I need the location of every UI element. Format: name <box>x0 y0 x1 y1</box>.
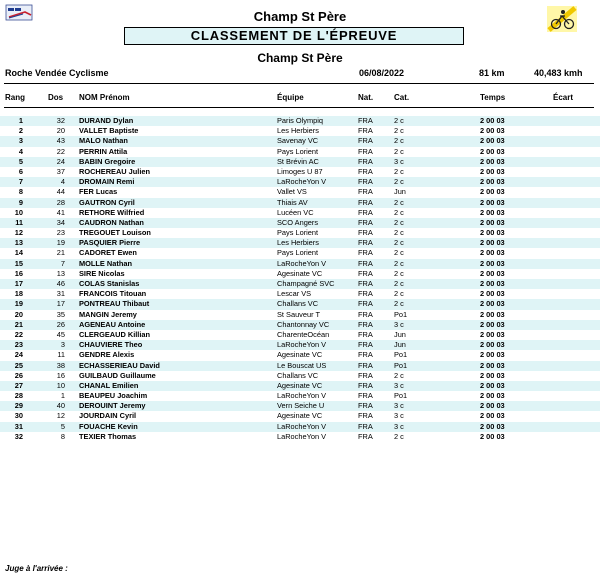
name-cell: BEAUPEU Joachim <box>79 391 148 401</box>
time-cell: 2 00 03 <box>480 411 505 421</box>
nationality-cell: FRA <box>358 228 373 238</box>
name-cell: COLAS Stanislas <box>79 279 140 288</box>
team-cell: Pays Lorient <box>277 146 319 156</box>
bib-cell: 41 <box>56 207 65 217</box>
team-cell: Thiais AV <box>277 197 308 207</box>
bib-cell: 31 <box>56 289 65 299</box>
team-cell: Vallet VS <box>277 187 307 197</box>
table-row <box>0 187 600 197</box>
time-cell: 2 00 03 <box>480 309 505 319</box>
table-row <box>0 361 600 371</box>
category-cell: 3 c <box>394 411 404 421</box>
table-row <box>0 248 600 258</box>
table-row <box>0 228 600 238</box>
col-header-name: NOM Prénom <box>79 93 130 102</box>
category-cell: 2 c <box>394 431 404 441</box>
race-date: 06/08/2022 <box>359 68 405 78</box>
nationality-cell: FRA <box>358 146 373 156</box>
rank-cell: 10 <box>14 207 23 217</box>
nationality-cell: FRA <box>358 207 373 217</box>
col-header-nationality: Nat. <box>358 93 374 102</box>
nationality-cell: FRA <box>358 187 373 197</box>
name-cell: GAUTRON Cyril <box>79 197 135 207</box>
nationality-cell: FRA <box>358 289 373 299</box>
bib-cell: 23 <box>56 228 65 238</box>
time-cell: 2 00 03 <box>480 401 505 411</box>
name-cell: ROCHEREAU Julien <box>79 166 151 176</box>
name-cell: PERRIN Attila <box>79 146 128 156</box>
category-cell: 2 c <box>394 146 404 156</box>
rank-cell: 4 <box>18 146 23 156</box>
results-table <box>0 116 600 442</box>
category-cell: 2 c <box>394 207 404 217</box>
team-cell: LaRocheYon V <box>277 421 327 431</box>
team-cell: Limoges U 87 <box>277 166 323 176</box>
nationality-cell: FRA <box>358 268 373 278</box>
rank-cell: 5 <box>18 156 23 166</box>
category-cell: 2 c <box>394 258 404 268</box>
name-cell: MANGIN Jeremy <box>79 309 137 319</box>
rank-cell: 25 <box>14 360 23 370</box>
bib-cell: 26 <box>56 319 65 329</box>
rank-cell: 22 <box>14 329 23 339</box>
bib-cell: 37 <box>56 166 65 176</box>
table-row <box>0 218 600 228</box>
nationality-cell: FRA <box>358 350 373 360</box>
bib-cell: 19 <box>56 238 65 248</box>
bib-cell: 1 <box>60 391 65 401</box>
nationality-cell: FRA <box>358 421 373 431</box>
rank-cell: 19 <box>14 299 23 309</box>
nationality-cell: FRA <box>358 126 373 136</box>
time-cell: 2 00 03 <box>480 207 505 217</box>
time-cell: 2 00 03 <box>480 116 505 125</box>
team-cell: Challans VC <box>277 299 319 309</box>
category-cell: Po1 <box>394 391 408 401</box>
rank-cell: 29 <box>14 401 23 411</box>
name-cell: ECHASSERIEAU David <box>79 360 160 370</box>
category-cell: 3 c <box>394 319 404 329</box>
rank-cell: 7 <box>18 177 23 187</box>
name-cell: PASQUIER Pierre <box>79 238 141 248</box>
time-cell: 2 00 03 <box>480 350 505 360</box>
bib-cell: 13 <box>56 268 65 278</box>
time-cell: 2 00 03 <box>480 258 505 268</box>
rank-cell: 26 <box>14 370 23 380</box>
table-row <box>0 289 600 299</box>
category-cell: 3 c <box>394 401 404 411</box>
time-cell: 2 00 03 <box>480 126 505 136</box>
category-cell: 2 c <box>394 248 404 258</box>
bib-cell: 3 <box>60 340 65 350</box>
category-cell: 2 c <box>394 268 404 278</box>
col-header-category: Cat. <box>394 93 410 102</box>
table-row <box>0 116 600 126</box>
team-cell: St Sauveur T <box>277 309 320 319</box>
name-cell: JOURDAIN Cyril <box>79 411 137 421</box>
name-cell: FRANCOIS Titouan <box>79 289 147 299</box>
category-cell: 2 c <box>394 166 404 176</box>
rank-cell: 24 <box>14 350 23 360</box>
table-row <box>0 320 600 330</box>
team-cell: Champagné SVC <box>277 279 335 288</box>
rank-cell: 12 <box>14 228 23 238</box>
time-cell: 2 00 03 <box>480 146 505 156</box>
team-cell: Le Bouscat US <box>277 360 327 370</box>
col-header-rank: Rang <box>5 93 25 102</box>
bib-cell: 11 <box>57 350 65 360</box>
table-row <box>0 381 600 391</box>
rank-cell: 16 <box>14 268 23 278</box>
bib-cell: 40 <box>56 401 65 411</box>
team-cell: Lucéen VC <box>277 207 314 217</box>
rank-cell: 17 <box>14 279 23 288</box>
table-row <box>0 136 600 146</box>
nationality-cell: FRA <box>358 319 373 329</box>
time-cell: 2 00 03 <box>480 360 505 370</box>
team-cell: Lescar VS <box>277 289 312 299</box>
rank-cell: 3 <box>18 136 23 146</box>
table-row <box>0 126 600 136</box>
category-cell: 2 c <box>394 197 404 207</box>
time-cell: 2 00 03 <box>480 319 505 329</box>
nationality-cell: FRA <box>358 177 373 187</box>
team-cell: St Brévin AC <box>277 156 319 166</box>
table-row <box>0 299 600 309</box>
nationality-cell: FRA <box>358 136 373 146</box>
category-cell: 3 c <box>394 156 404 166</box>
team-cell: LaRocheYon V <box>277 258 327 268</box>
rank-cell: 11 <box>15 217 23 227</box>
nationality-cell: FRA <box>358 279 373 288</box>
category-cell: Jun <box>394 187 406 197</box>
table-row <box>0 310 600 320</box>
time-cell: 2 00 03 <box>480 248 505 258</box>
nationality-cell: FRA <box>358 258 373 268</box>
judge-label: Juge à l'arrivée : <box>5 564 68 573</box>
team-cell: Savenay VC <box>277 136 319 146</box>
category-cell: Po1 <box>394 309 408 319</box>
team-cell: Agesinate VC <box>277 268 323 278</box>
col-header-team: Équipe <box>277 93 304 102</box>
bib-cell: 43 <box>56 136 65 146</box>
name-cell: GUILBAUD Guillaume <box>79 370 156 380</box>
time-cell: 2 00 03 <box>480 228 505 238</box>
rank-cell: 31 <box>14 421 23 431</box>
team-cell: LaRocheYon V <box>277 431 327 441</box>
name-cell: TREGOUET Louison <box>79 228 151 238</box>
time-cell: 2 00 03 <box>480 156 505 166</box>
team-cell: Agesinate VC <box>277 380 323 390</box>
nationality-cell: FRA <box>358 217 373 227</box>
nationality-cell: FRA <box>358 197 373 207</box>
name-cell: PONTREAU Thibaut <box>79 299 150 309</box>
col-header-gap: Écart <box>553 93 574 102</box>
rank-cell: 27 <box>14 380 23 390</box>
time-cell: 2 00 03 <box>480 268 505 278</box>
divider-top <box>4 83 594 84</box>
bib-cell: 24 <box>56 156 65 166</box>
name-cell: CHAUVIERE Theo <box>79 340 143 350</box>
bib-cell: 4 <box>60 177 65 187</box>
team-cell: Agesinate VC <box>277 411 323 421</box>
bib-cell: 44 <box>56 187 65 197</box>
table-row <box>0 279 600 289</box>
nationality-cell: FRA <box>358 299 373 309</box>
nationality-cell: FRA <box>358 360 373 370</box>
bib-cell: 12 <box>56 411 65 421</box>
bib-cell: 22 <box>56 146 65 156</box>
name-cell: CAUDRON Nathan <box>79 217 144 227</box>
team-cell: LaRocheYon V <box>277 391 327 401</box>
name-cell: TEXIER Thomas <box>79 431 137 441</box>
rank-cell: 15 <box>14 258 23 268</box>
bib-cell: 20 <box>56 126 65 136</box>
name-cell: BABIN Gregoire <box>79 156 136 166</box>
category-cell: 2 c <box>394 228 404 238</box>
category-cell: Jun <box>394 329 406 339</box>
time-cell: 2 00 03 <box>480 177 505 187</box>
team-cell: Les Herbiers <box>277 238 319 248</box>
team-cell: Paris Olympiq <box>277 116 323 125</box>
nationality-cell: FRA <box>358 116 373 125</box>
category-cell: 2 c <box>394 370 404 380</box>
time-cell: 2 00 03 <box>480 238 505 248</box>
category-cell: 2 c <box>394 217 404 227</box>
table-row <box>0 350 600 360</box>
category-cell: 3 c <box>394 380 404 390</box>
time-cell: 2 00 03 <box>480 370 505 380</box>
category-cell: 2 c <box>394 238 404 248</box>
table-row <box>0 269 600 279</box>
team-cell: LaRocheYon V <box>277 177 327 187</box>
rank-cell: 2 <box>18 126 23 136</box>
rank-cell: 28 <box>14 391 23 401</box>
name-cell: FOUACHE Kevin <box>79 421 138 431</box>
name-cell: CHANAL Emilien <box>79 380 139 390</box>
event-title: Champ St Père <box>253 9 347 24</box>
bib-cell: 38 <box>56 360 65 370</box>
nationality-cell: FRA <box>358 340 373 350</box>
table-row <box>0 391 600 401</box>
table-row <box>0 259 600 269</box>
category-cell: Po1 <box>394 360 408 370</box>
nationality-cell: FRA <box>358 166 373 176</box>
bib-cell: 28 <box>56 197 65 207</box>
time-cell: 2 00 03 <box>480 340 505 350</box>
time-cell: 2 00 03 <box>480 299 505 309</box>
nationality-cell: FRA <box>358 329 373 339</box>
team-cell: Vern Seiche U <box>277 401 325 411</box>
table-row <box>0 147 600 157</box>
team-cell: LaRocheYon V <box>277 340 327 350</box>
name-cell: RETHORE Wilfried <box>79 207 145 217</box>
category-cell: 2 c <box>394 177 404 187</box>
name-cell: CLERGEAUD Killian <box>79 329 151 339</box>
rank-cell: 23 <box>14 340 23 350</box>
category-cell: 2 c <box>394 289 404 299</box>
rank-cell: 32 <box>14 431 23 441</box>
classement-heading: CLASSEMENT DE L'ÉPREUVE <box>124 27 464 45</box>
bib-cell: 21 <box>56 248 65 258</box>
table-row <box>0 401 600 411</box>
category-cell: 2 c <box>394 299 404 309</box>
col-header-time: Temps <box>480 93 506 102</box>
bib-cell: 46 <box>56 279 65 288</box>
name-cell: DEROUINT Jeremy <box>79 401 146 411</box>
rank-cell: 21 <box>14 319 23 329</box>
bib-cell: 32 <box>56 116 65 125</box>
bib-cell: 34 <box>56 217 65 227</box>
time-cell: 2 00 03 <box>480 136 505 146</box>
name-cell: FER Lucas <box>79 187 118 197</box>
time-cell: 2 00 03 <box>480 421 505 431</box>
event-subtitle: Champ St Père <box>257 51 343 65</box>
nationality-cell: FRA <box>358 431 373 441</box>
time-cell: 2 00 03 <box>480 166 505 176</box>
team-cell: Chantonnay VC <box>277 319 330 329</box>
name-cell: MOLLE Nathan <box>79 258 132 268</box>
name-cell: DURAND Dylan <box>79 116 134 125</box>
race-average-speed: 40,483 kmh <box>534 68 583 78</box>
category-cell: 2 c <box>394 116 404 125</box>
rank-cell: 6 <box>18 166 23 176</box>
nationality-cell: FRA <box>358 380 373 390</box>
category-cell: Jun <box>394 340 406 350</box>
rank-cell: 20 <box>14 309 23 319</box>
organizer-name: Roche Vendée Cyclisme <box>5 68 109 78</box>
nationality-cell: FRA <box>358 248 373 258</box>
bib-cell: 5 <box>60 421 65 431</box>
nationality-cell: FRA <box>358 411 373 421</box>
nationality-cell: FRA <box>358 238 373 248</box>
nationality-cell: FRA <box>358 156 373 166</box>
rank-cell: 1 <box>18 116 23 125</box>
bib-cell: 16 <box>56 370 65 380</box>
table-row <box>0 330 600 340</box>
nationality-cell: FRA <box>358 309 373 319</box>
race-distance: 81 km <box>479 68 505 78</box>
time-cell: 2 00 03 <box>480 197 505 207</box>
time-cell: 2 00 03 <box>480 329 505 339</box>
bib-cell: 45 <box>56 329 65 339</box>
table-row <box>0 198 600 208</box>
time-cell: 2 00 03 <box>480 380 505 390</box>
bib-cell: 17 <box>56 299 65 309</box>
category-cell: 3 c <box>394 421 404 431</box>
bib-cell: 8 <box>60 431 65 441</box>
category-cell: 2 c <box>394 136 404 146</box>
rank-cell: 8 <box>18 187 23 197</box>
name-cell: SIRE Nicolas <box>79 268 125 278</box>
name-cell: AGENEAU Antoine <box>79 319 146 329</box>
rank-cell: 9 <box>18 197 23 207</box>
team-cell: Agesinate VC <box>277 350 323 360</box>
rank-cell: 13 <box>14 238 23 248</box>
time-cell: 2 00 03 <box>480 431 505 441</box>
team-cell: CharenteOcéan <box>277 329 330 339</box>
table-row <box>0 208 600 218</box>
table-row <box>0 238 600 248</box>
bib-cell: 10 <box>56 380 65 390</box>
rank-cell: 30 <box>14 411 23 421</box>
category-cell: Po1 <box>394 350 408 360</box>
table-row <box>0 177 600 187</box>
table-row <box>0 422 600 432</box>
time-cell: 2 00 03 <box>480 391 505 401</box>
name-cell: GENDRE Alexis <box>79 350 135 360</box>
name-cell: CADORET Ewen <box>79 248 137 258</box>
divider-header <box>4 107 594 108</box>
rank-cell: 18 <box>14 289 23 299</box>
bib-cell: 35 <box>56 309 65 319</box>
table-row <box>0 167 600 177</box>
nationality-cell: FRA <box>358 370 373 380</box>
name-cell: VALLET Baptiste <box>79 126 139 136</box>
time-cell: 2 00 03 <box>480 187 505 197</box>
team-cell: Pays Lorient <box>277 248 319 258</box>
team-cell: Pays Lorient <box>277 228 319 238</box>
table-row <box>0 411 600 421</box>
name-cell: MALO Nathan <box>79 136 128 146</box>
category-cell: 2 c <box>394 279 404 288</box>
team-cell: Challans VC <box>277 370 319 380</box>
col-header-bib: Dos <box>48 93 64 102</box>
time-cell: 2 00 03 <box>480 289 505 299</box>
table-row <box>0 432 600 442</box>
category-cell: 2 c <box>394 126 404 136</box>
time-cell: 2 00 03 <box>480 217 505 227</box>
name-cell: DROMAIN Remi <box>79 177 135 187</box>
table-row <box>0 371 600 381</box>
table-row <box>0 340 600 350</box>
team-cell: Les Herbiers <box>277 126 319 136</box>
table-row <box>0 157 600 167</box>
nationality-cell: FRA <box>358 401 373 411</box>
time-cell: 2 00 03 <box>480 279 505 288</box>
rank-cell: 14 <box>14 248 23 258</box>
team-cell: SCO Angers <box>277 217 319 227</box>
bib-cell: 7 <box>60 258 65 268</box>
nationality-cell: FRA <box>358 391 373 401</box>
